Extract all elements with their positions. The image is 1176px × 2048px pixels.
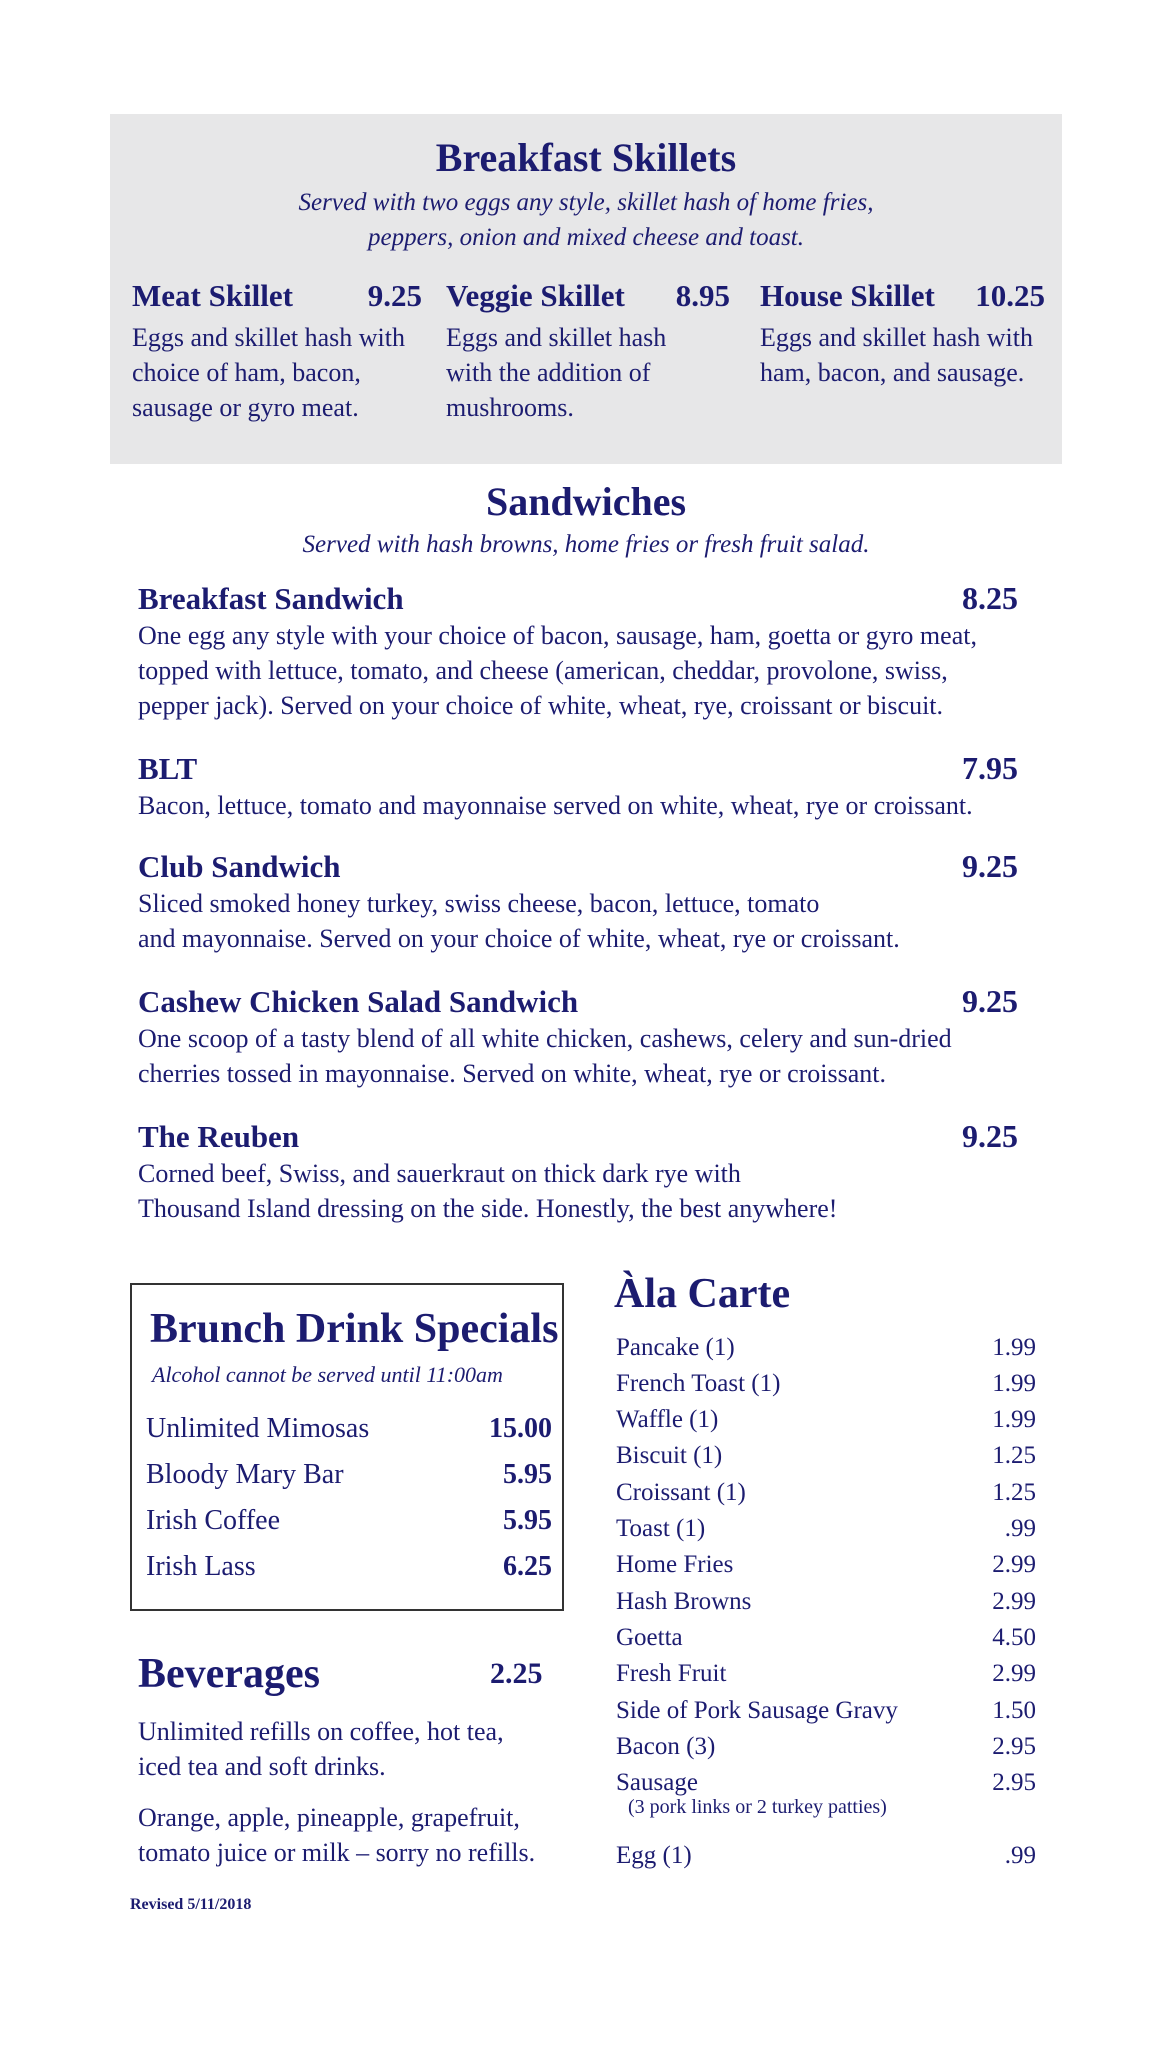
sandwich-name: Club Sandwich [138, 849, 341, 884]
drink-name: Unlimited Mimosas [146, 1413, 370, 1444]
sandwich-desc-line: pepper jack). Served on your choice of white, wheat, rye, croissant or biscuit. [138, 691, 944, 720]
sandwich-desc-line: Thousand Island dressing on the side. Honestly, the best anywhere! [138, 1194, 838, 1223]
sandwich-desc-line: One egg any style with your choice of bacon, sausage, ham, goetta or gyro meat, [138, 621, 977, 650]
ala-carte-item-price: 1.25 [992, 1479, 1036, 1506]
veggie-skillet [446, 278, 730, 425]
sandwich-price: 7.95 [962, 750, 1018, 786]
ala-carte-item-name: Bacon (3) [616, 1733, 716, 1760]
drink-name: Irish Coffee [146, 1505, 280, 1536]
sandwich-name: The Reuben [138, 1119, 300, 1154]
skillet-desc-line: Eggs and skillet hash [446, 323, 667, 352]
drink-row [146, 1413, 552, 1445]
sandwich-desc-line: cherries tossed in mayonnaise. Served on white, wheat, rye or croissant. [138, 1059, 887, 1088]
drink-name: Bloody Mary Bar [146, 1459, 344, 1490]
drink-name: Irish Lass [146, 1551, 256, 1582]
sandwich-item [138, 1118, 1018, 1226]
ala-carte-row [616, 1442, 1036, 1470]
ala-carte-item-name: Side of Pork Sausage Gravy [616, 1697, 898, 1724]
drink-row [146, 1459, 552, 1491]
skillet-desc-line: choice of ham, bacon, [132, 358, 361, 387]
ala-carte-item-name: Toast (1) [616, 1515, 706, 1542]
ala-carte-row [616, 1515, 1036, 1543]
ala-carte-item-price: 2.99 [992, 1660, 1036, 1687]
ala-carte-item-price: 4.50 [992, 1624, 1036, 1651]
ala-carte-row [616, 1769, 1036, 1797]
beverages-line: Unlimited refills on coffee, hot tea, [138, 1717, 504, 1746]
ala-carte-item-name: Pancake (1) [616, 1334, 735, 1361]
ala-carte-row [616, 1842, 1036, 1870]
drinks-note: Alcohol cannot be served until 11:00am [152, 1362, 503, 1387]
skillet-price: 8.95 [675, 278, 730, 313]
ala-carte-item-price: 1.99 [992, 1370, 1036, 1397]
ala-carte-item-name: Goetta [616, 1624, 683, 1651]
sandwich-desc-line: One scoop of a tasty blend of all white chicken, cashews, celery and sun-dried [138, 1024, 952, 1053]
ala-carte-item-price: 2.95 [992, 1769, 1036, 1796]
ala-carte-row [616, 1370, 1036, 1398]
skillet-desc-line: mushrooms. [446, 393, 574, 422]
skillets-title: Breakfast Skillets [435, 135, 737, 180]
ala-carte-item-name: Biscuit (1) [616, 1442, 723, 1469]
beverages-price: 2.25 [490, 1657, 543, 1690]
drink-row [146, 1505, 552, 1537]
sandwiches-section [110, 478, 1062, 1223]
drinks-title: Brunch Drink Specials [150, 1306, 559, 1352]
sandwiches-title: Sandwiches [485, 479, 687, 524]
ala-carte-item-name: Fresh Fruit [616, 1660, 727, 1687]
sandwich-item [138, 580, 1018, 723]
ala-carte-title: Àla Carte [614, 1271, 791, 1317]
ala-carte-item-name: Hash Browns [616, 1588, 752, 1615]
sandwich-desc-line: Bacon, lettuce, tomato and mayonnaise served on white, wheat, rye or croissant. [138, 791, 973, 820]
meat-skillet [132, 278, 422, 425]
ala-carte-row [616, 1697, 1036, 1725]
sausage-note: (3 pork links or 2 turkey patties) [628, 1796, 887, 1818]
sandwich-item [138, 983, 1018, 1091]
skillet-desc-line: Eggs and skillet hash with [132, 323, 405, 352]
skillet-name: Meat Skillet [132, 278, 293, 313]
beverages-line: tomato juice or milk – sorry no refills. [138, 1838, 536, 1867]
sandwich-name: Breakfast Sandwich [138, 581, 404, 616]
beverages-title: Beverages [138, 1651, 320, 1697]
revised-date: Revised 5/11/2018 [130, 1896, 252, 1913]
ala-carte-item-price: 2.99 [992, 1588, 1036, 1615]
skillets-subtitle-2: peppers, onion and mixed cheese and toast. [367, 224, 805, 251]
ala-carte-item-price: 1.99 [992, 1334, 1036, 1361]
house-skillet [760, 278, 1045, 390]
skillets-subtitle-1: Served with two eggs any style, skillet hash of home fries, [298, 189, 874, 216]
sandwich-price: 9.25 [962, 848, 1018, 884]
ala-carte-item-price: 1.25 [992, 1442, 1036, 1469]
ala-carte-row [616, 1334, 1036, 1362]
sandwich-desc-line: topped with lettuce, tomato, and cheese (american, cheddar, provolone, swiss, [138, 656, 948, 685]
ala-carte-item-price: .99 [1004, 1515, 1036, 1542]
sandwich-item [138, 750, 1018, 823]
breakfast-skillets-section [110, 114, 1062, 464]
skillet-name: House Skillet [760, 278, 935, 313]
ala-carte-item-name: Croissant (1) [616, 1479, 746, 1506]
beverages-line: Orange, apple, pineapple, grapefruit, [138, 1803, 520, 1832]
ala-carte-row [616, 1624, 1036, 1652]
drink-price: 6.25 [503, 1551, 552, 1582]
sandwich-desc-line: Sliced smoked honey turkey, swiss cheese, bacon, lettuce, tomato [138, 889, 820, 918]
sandwich-price: 9.25 [962, 1118, 1018, 1154]
drink-row [146, 1551, 552, 1583]
ala-carte-item-name: Home Fries [616, 1551, 734, 1578]
ala-carte-row [616, 1660, 1036, 1688]
sandwiches-subtitle: Served with hash browns, home fries or fresh fruit salad. [302, 531, 870, 558]
sandwich-desc-line: and mayonnaise. Served on your choice of white, wheat, rye or croissant. [138, 924, 900, 953]
skillet-desc-line: Eggs and skillet hash with [760, 323, 1033, 352]
skillet-desc-line: with the addition of [446, 358, 651, 387]
brunch-drink-specials-box [130, 1283, 564, 1611]
ala-carte-row [616, 1406, 1036, 1434]
sandwich-item [138, 848, 1018, 956]
ala-carte-item-name: French Toast (1) [616, 1370, 781, 1397]
sandwich-price: 8.25 [962, 580, 1018, 616]
ala-carte-item-price: 1.50 [992, 1697, 1036, 1724]
ala-carte-item-price: 1.99 [992, 1406, 1036, 1433]
drink-price: 5.95 [503, 1505, 552, 1536]
ala-carte-row [616, 1479, 1036, 1507]
ala-carte-item-price: 2.99 [992, 1551, 1036, 1578]
sandwich-name: BLT [138, 751, 198, 786]
sandwich-name: Cashew Chicken Salad Sandwich [138, 984, 579, 1019]
ala-carte-item-name: Sausage [616, 1769, 698, 1796]
skillet-desc-line: sausage or gyro meat. [132, 393, 359, 422]
ala-carte-item-name: Waffle (1) [616, 1406, 719, 1433]
skillet-price: 10.25 [975, 278, 1045, 313]
ala-carte-row [616, 1551, 1036, 1579]
ala-carte-row [616, 1733, 1036, 1761]
skillet-price: 9.25 [367, 278, 422, 313]
skillet-name: Veggie Skillet [446, 278, 625, 313]
sandwich-price: 9.25 [962, 983, 1018, 1019]
ala-carte-item-price: 2.95 [992, 1733, 1036, 1760]
ala-carte-row [616, 1588, 1036, 1616]
beverages-line: iced tea and soft drinks. [138, 1752, 386, 1781]
skillet-desc-line: ham, bacon, and sausage. [760, 358, 1025, 387]
drink-price: 5.95 [503, 1459, 552, 1490]
ala-carte-item-name: Egg (1) [616, 1842, 692, 1869]
sandwich-desc-line: Corned beef, Swiss, and sauerkraut on thick dark rye with [138, 1159, 741, 1188]
ala-carte-item-price: .99 [1004, 1842, 1036, 1869]
drink-price: 15.00 [489, 1413, 552, 1444]
